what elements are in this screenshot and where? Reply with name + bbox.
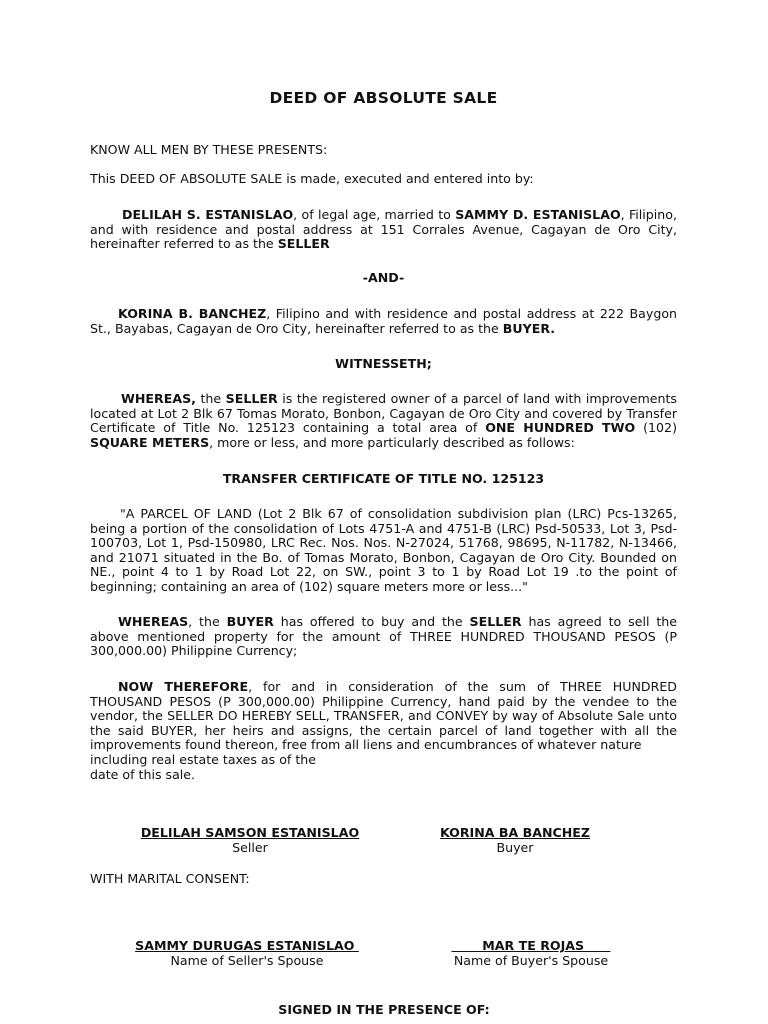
intro-paragraph: This DEED OF ABSOLUTE SALE is made, executed and entered into by: [90, 171, 534, 186]
seller-signature-block [120, 826, 380, 855]
document-title: DEED OF ABSOLUTE SALE [269, 89, 498, 107]
whereas-offer-paragraph: WHEREAS, the BUYER has offered to buy and the SELLER has agreed to sell the above mentioned property for the amount of THREE HUNDRED THOUSAND PESOS (P 300,000.00) Philippine Currency; [90, 614, 677, 659]
seller-signature-name: DELILAH SAMSON ESTANISLAO [140, 825, 360, 840]
tct-heading: TRANSFER CERTIFICATE OF TITLE NO. 125123 [222, 471, 545, 486]
buyer-spouse-signature-name: MAR TE ROJAS [451, 938, 611, 953]
seller-paragraph: DELILAH S. ESTANISLAO, of legal age, married to SAMMY D. ESTANISLAO, Filipino, and with residence and postal address at 151 Corrales Avenue, Cagayan de Oro City, hereinafter referred to as the SELLER [90, 207, 677, 252]
buyer-signature-name: KORINA BA BANCHEZ [439, 825, 591, 840]
witnesseth-heading: WITNESSETH; [335, 356, 432, 371]
seller-spouse-signature-role: Name of Seller's Spouse [170, 952, 324, 968]
seller-spouse-signature-block [112, 939, 382, 968]
seller-spouse-name: SAMMY D. ESTANISLAO [455, 207, 621, 222]
now-therefore-paragraph: NOW THEREFORE, for and in consideration of the sum of THREE HUNDRED THOUSAND PESOS (P 300,000.00) Philippine Currency, hand paid by the vendee to the vendor, the SELLER DO HEREBY SELL, TRANSFER, and CONVEY by way of Absolute Sale unto the said BUYER, her heirs and assigns, the certain parcel of land together with all the improvements found thereon, free from all liens and encumbrances of whatever nature including real estate taxes as of the date of this sale. [90, 679, 677, 782]
buyer-spouse-signature-block [436, 939, 626, 968]
marital-consent-heading: WITH MARITAL CONSENT: [90, 871, 250, 886]
seller-spouse-signature-name: SAMMY DURUGAS ESTANISLAO [135, 938, 359, 953]
whereas-ownership-paragraph: WHEREAS, the SELLER is the registered owner of a parcel of land with improvements located at Lot 2 Blk 67 Tomas Morato, Bonbon, Cagayan de Oro City and covered by Transfer Certificate of Title No. 125123 containing a total area of ONE HUNDRED TWO (102) SQUARE METERS, more or less, and more particularly described as follows: [90, 391, 677, 450]
buyer-signature-block [420, 826, 610, 855]
parcel-description: "A PARCEL OF LAND (Lot 2 Blk 67 of consolidation subdivision plan (LRC) Pcs-13265, being a portion of the consolidation of Lots 4751-A and 4751-B (LRC) Psd-50533, Lot 3, Psd-100703, Lot 1, Psd-150980, LRC Rec. Nos. Nos. N-27024, 51768, 98695, N-11782, N-13466, and 21071 situated in the Bo. of Tomas Morato, Bonbon, Cagayan de Oro City. Bounded on NE., point 4 to 1 by Road Lot 22, on SW., point 3 to 1 by Road Lot 19 .to the point of beginning; containing an area of (102) square meters more or less..." [90, 506, 677, 594]
buyer-paragraph: KORINA B. BANCHEZ, Filipino and with residence and postal address at 222 Baygon St., Bayabas, Cagayan de Oro City, hereinafter referred to as the BUYER. [90, 306, 677, 336]
buyer-signature-role: Buyer [496, 839, 534, 855]
know-all-heading: KNOW ALL MEN BY THESE PRESENTS: [90, 142, 328, 157]
seller-role: SELLER [277, 236, 330, 252]
signed-presence-heading: SIGNED IN THE PRESENCE OF: [278, 1002, 490, 1017]
buyer-name: KORINA B. BANCHEZ [118, 306, 267, 321]
and-separator: -AND- [362, 270, 405, 285]
buyer-spouse-signature-role: Name of Buyer's Spouse [453, 952, 609, 968]
seller-signature-role: Seller [232, 839, 268, 855]
seller-name: DELILAH S. ESTANISLAO [122, 207, 294, 222]
buyer-role: BUYER. [502, 320, 556, 336]
